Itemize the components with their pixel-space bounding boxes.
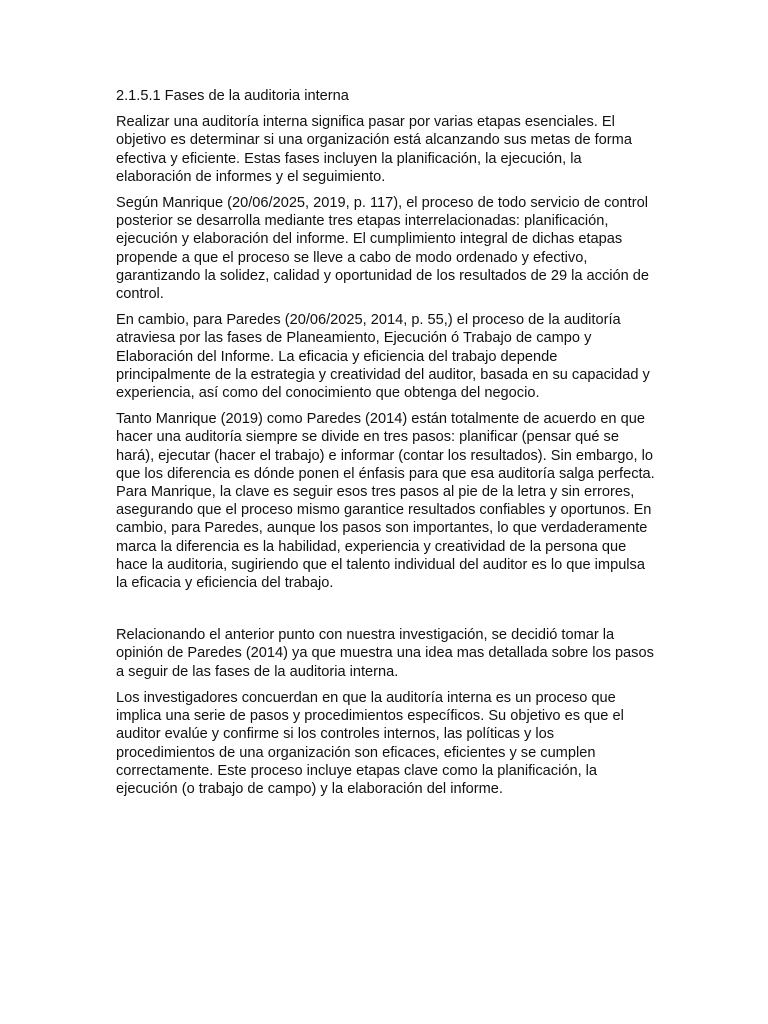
paragraph-intro: Realizar una auditoría interna significa pasar por varias etapas esenciales. El objetivo es determinar si una organización está alcanzando sus metas de forma efectiva y eficiente. Estas fases incluyen la planificación, la ejecución, la elaboración de informes y el seguimiento. (116, 114, 632, 185)
document-body (116, 87, 656, 806)
section-heading: 2.1.5.1 Fases de la auditoria interna (116, 88, 349, 104)
paragraph-conclusion: Los investigadores concuerdan en que la auditoría interna es un proceso que implica una serie de pasos y procedimientos específicos. Su objetivo es que el auditor evalúe y confirme si los controles internos, las políticas y los procedimientos de una organización son eficaces, eficientes y se cumplen correctamente. Este proceso incluye etapas clave como la planificación, la ejecución (o trabajo de campo) y la elaboración del informe. (116, 689, 624, 797)
paragraph-relation: Relacionando el anterior punto con nuestra investigación, se decidió tomar la opinión de Paredes (2014) ya que muestra una idea mas detallada sobre los pasos a seguir de las fases de la auditoria interna. (116, 627, 654, 680)
paragraph-comparison: Tanto Manrique (2019) como Paredes (2014) están totalmente de acuerdo en que hacer una auditoría siempre se divide en tres pasos: planificar (pensar qué se hará), ejecutar (hacer el trabajo) e informar (contar los resultados). Sin embargo, lo que los diferencia es dónde ponen el énfasis para que esa auditoría salga perfecta. Para Manrique, la clave es seguir esos tres pasos al pie de la letra y sin errores, asegurando que el proceso mismo garantice resultados confiables y oportunos. En cambio, para Paredes, aunque los pasos son importantes, lo que verdaderamente marca la diferencia es la habilidad, experiencia y creatividad de la persona que hace la auditoria, sugiriendo que el talento individual del auditor es lo que impulsa la eficacia y eficiencia del trabajo. (116, 411, 655, 592)
paragraph-paredes: En cambio, para Paredes (20/06/2025, 2014, p. 55,) el proceso de la auditoría atraviesa por las fases de Planeamiento, Ejecución ó Trabajo de campo y Elaboración del Informe. La eficacia y eficiencia del trabajo depende principalmente de la estrategia y creatividad del auditor, basada en su capacidad y experiencia, así como del conocimiento que obtenga del negocio. (116, 312, 650, 402)
paragraph-manrique: Según Manrique (20/06/2025, 2019, p. 117), el proceso de todo servicio de control posterior se desarrolla mediante tres etapas interrelacionadas: planificación, ejecución y elaboración del informe. El cumplimiento integral de dichas etapas propende a que el proceso se lleve a cabo de modo ordenado y efectivo, garantizando la solidez, calidad y oportunidad de los resultados de 29 la acción de control. (116, 195, 650, 303)
